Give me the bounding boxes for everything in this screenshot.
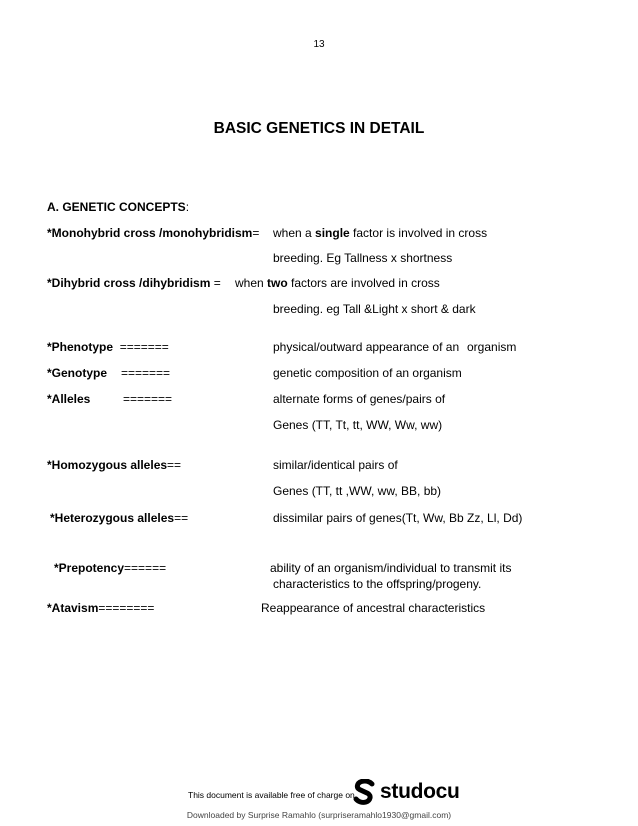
term-alleles-sep: ======= — [123, 392, 173, 406]
term-alleles-label: *Alleles — [47, 392, 91, 406]
term-genotype — [47, 366, 107, 380]
studocu-logo[interactable] — [352, 779, 460, 805]
def-dihybrid-line2: breeding. eg Tall &Light x short & dark — [273, 302, 476, 316]
section-label: A. GENETIC CONCEPTS — [47, 200, 186, 214]
def-heterozygous: dissimilar pairs of genes(Tt, Ww, Bb Zz, Ll, Dd) — [273, 511, 523, 525]
term-heterozygous — [50, 511, 188, 525]
section-heading — [47, 200, 189, 214]
def-homozygous: similar/identical pairs of — [273, 458, 398, 472]
term-dihybrid — [47, 276, 221, 290]
def-atavism: Reappearance of ancestral characteristics — [261, 601, 486, 615]
def-genotype: genetic composition of an organism — [273, 366, 462, 380]
term-monohybrid-sep: = — [252, 226, 260, 240]
term-atavism-sep: ======== — [98, 601, 155, 615]
term-genotype-sep: ======= — [121, 366, 171, 380]
studocu-logo-text: studocu — [380, 780, 460, 803]
term-homozygous-label: *Homozygous alleles — [47, 458, 168, 472]
term-alleles — [47, 392, 90, 406]
def-alleles: alternate forms of genes/pairs of — [273, 392, 446, 406]
term-monohybrid-label: *Monohybrid cross /monohybridism — [47, 226, 253, 240]
def-alleles-line2: Genes (TT, Tt, tt, WW, Ww, ww) — [273, 418, 443, 432]
def-dihybrid-pre: when — [235, 276, 268, 290]
term-atavism-label: *Atavism — [47, 601, 99, 615]
def-prepotency: ability of an organism/individual to transmit its — [270, 561, 512, 575]
def-monohybrid — [273, 226, 487, 240]
term-heterozygous-label: *Heterozygous alleles — [50, 511, 175, 525]
def-phenotype-extra: organism — [467, 340, 517, 354]
def-monohybrid-bold: single — [315, 226, 350, 240]
section-colon: : — [185, 200, 190, 214]
def-monohybrid-pre: when a — [273, 226, 316, 240]
term-prepotency-label: *Prepotency — [54, 561, 125, 575]
def-dihybrid-post: factors are involved in cross — [287, 276, 440, 290]
term-atavism — [47, 601, 154, 615]
term-dihybrid-label: *Dihybrid cross /dihybridism — [47, 276, 211, 290]
page-number: 13 — [313, 39, 325, 50]
def-phenotype: physical/outward appearance of an — [273, 340, 460, 354]
def-monohybrid-line2: breeding. Eg Tallness x shortness — [273, 251, 453, 265]
term-genotype-label: *Genotype — [47, 366, 108, 380]
footer-download-info: Downloaded by Surprise Ramahlo (surpriseramahlo1930@gmail.com) — [186, 810, 452, 820]
term-homozygous-sep: == — [167, 458, 182, 472]
term-prepotency-sep: ====== — [124, 561, 167, 575]
term-dihybrid-sep: = — [210, 276, 221, 290]
term-phenotype-label: *Phenotype — [47, 340, 114, 354]
term-monohybrid — [47, 226, 259, 240]
term-heterozygous-sep: == — [174, 511, 189, 525]
studocu-s-icon — [352, 779, 376, 805]
term-phenotype — [47, 340, 169, 354]
term-prepotency — [54, 561, 166, 575]
term-homozygous — [47, 458, 181, 472]
footer-availability-note: This document is available free of charge on — [188, 790, 355, 800]
term-phenotype-sep: ======= — [119, 340, 169, 354]
def-homozygous-line2: Genes (TT, tt ,WW, ww, BB, bb) — [273, 484, 442, 498]
page-title: BASIC GENETICS IN DETAIL — [213, 120, 425, 137]
def-dihybrid-bold: two — [267, 276, 288, 290]
def-dihybrid — [235, 276, 440, 290]
def-monohybrid-post: factor is involved in cross — [349, 226, 488, 240]
def-prepotency-line2: characteristics to the offspring/progeny. — [273, 577, 482, 591]
